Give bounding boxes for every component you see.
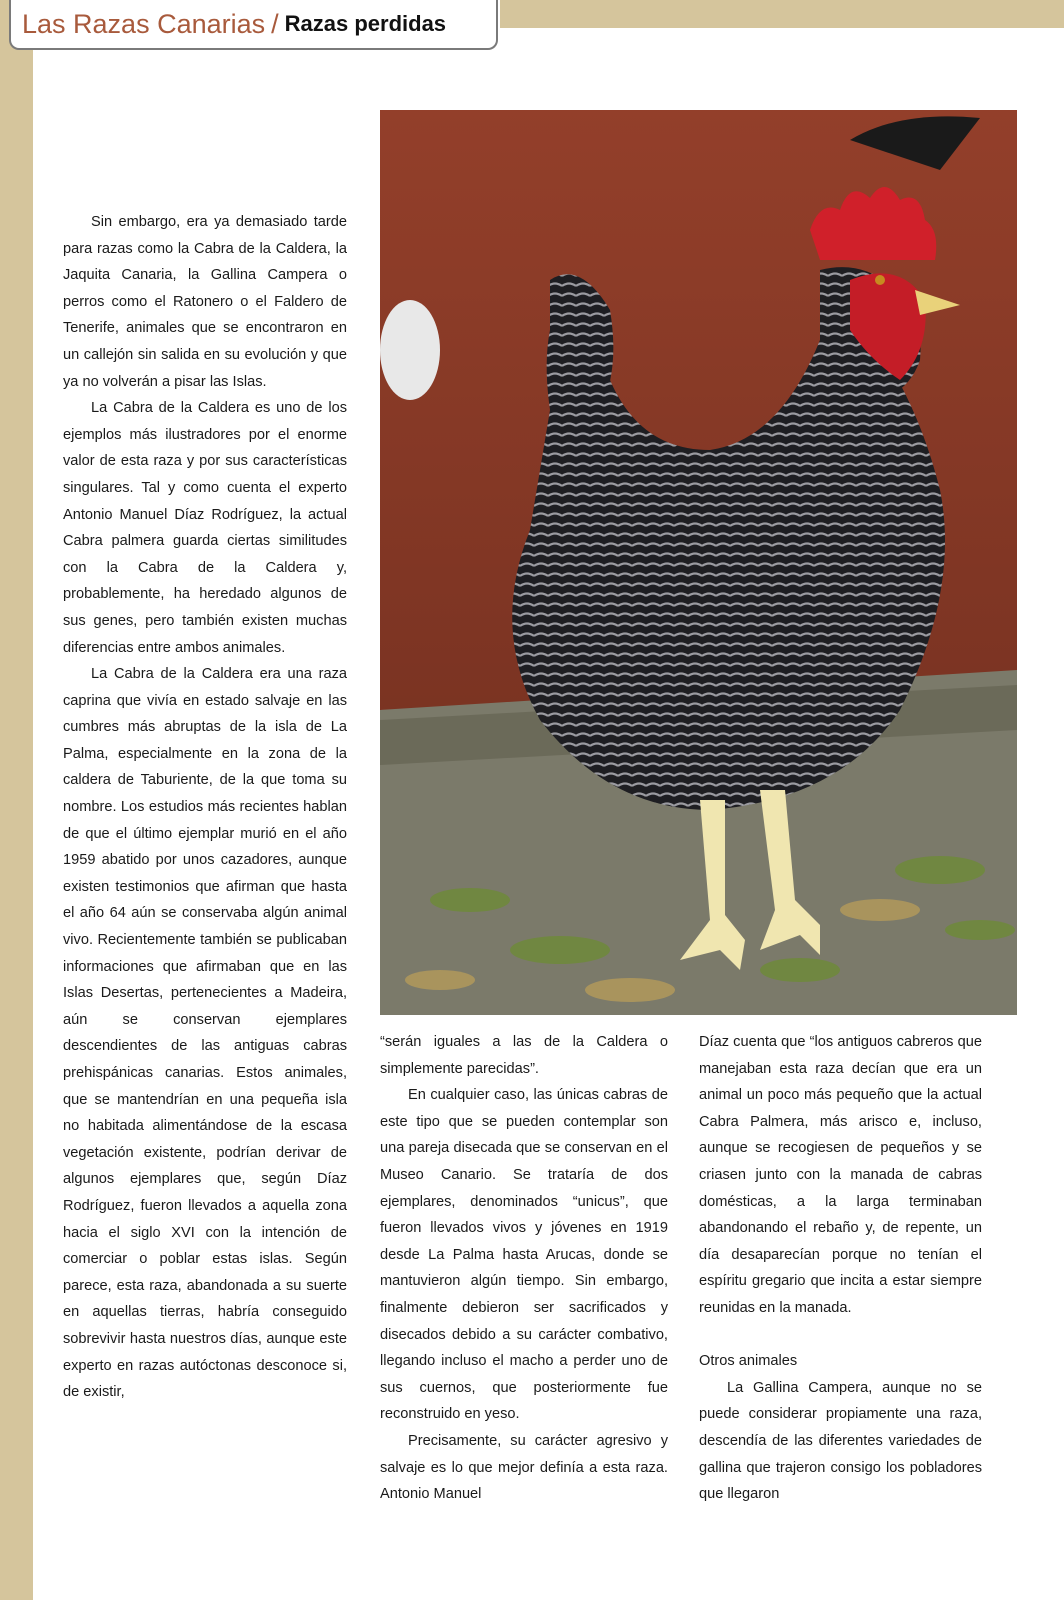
top-decorative-band [500, 0, 1064, 28]
paragraph: Sin embargo, era ya demasiado tarde para razas como la Cabra de la Caldera, la Jaquita Canaria, la Gallina Campera o perros como el Ratonero o el Faldero de Tenerife, animales que se encontraron en un callejón sin salida en su evolución y que ya no volverán a pisar las Islas. [63, 214, 347, 390]
paragraph: Díaz cuenta que “los antiguos cabreros que manejaban esta raza decían que era un animal un poco más pequeño que la actual Cabra Palmera, más arisco e, incluso, aunque se recogiesen de pequeños y se criasen junto con la manada de cabras domésticas, a la larga terminaban abandonando el rebaño y, de repente, un día desaparecían porque no tenían el espíritu gregario que incita a estar siempre reunidas en la manada. [699, 1034, 982, 1316]
paragraph: La Cabra de la Caldera es uno de los ejemplos más ilustradores por el enorme valor de esta raza y por sus características singulares. Tal y como cuenta el experto Antonio Manuel Díaz Rodríguez, la actual Cabra palmera guarda ciertas similitudes con la Cabra de la Caldera y, probablemente, ha heredado algunos de sus genes, pero también existen muchas diferencias entre ambos animales. [63, 400, 347, 656]
paragraph: La Cabra de la Caldera era una raza caprina que vivía en estado salvaje en las cumbres más abruptas de la isla de La Palma, especialmente en la zona de la caldera de Taburiente, de la que toma su nombre. Los estudios más recientes hablan de que el último ejemplar murió en el año 1959 abatido por unos cazadores, aunque existen testimonios que afirman que hasta el año 64 aún se conservaba algún animal vivo. Recientemente también se publicaban informaciones que afirmaban que en las Islas Desertas, pertenecientes a Madeira, aún se conservan ejemplares descendientes de las antiguas cabras prehispánicas canarias. Estos animales, que se mantendrían en una pequeña isla no habitada alimentándose de la escasa vegetación existente, podrían derivar de algunos ejemplares que, según Díaz Rodríguez, fueron llevados a aquella zona hacia el siglo XVI con la intención de comerciar o poblar estas islas. Según parece, esta raza, abandonada a su suerte en aquellas tierras, habría conseguido sobrevivir hasta nuestros días, aunque este experto en razas autóctonas desconoce si, de existir, [63, 666, 347, 1401]
article-column-3 [699, 1029, 982, 1508]
paragraph: La Gallina Campera, aunque no se puede considerar propiamente una raza, descendía de las diferentes variedades de gallina que trajeron consigo los pobladores que llegaron [699, 1379, 982, 1503]
article-column-1 [63, 209, 347, 1406]
section-header [9, 0, 498, 50]
paragraph: “serán iguales a las de la Caldera o simplemente parecidas”. [380, 1034, 668, 1077]
paragraph: En cualquier caso, las únicas cabras de este tipo que se pueden contemplar son una pareja disecada que se conservan en el Museo Canario. Se trataría de dos ejemplares, denominados “unicus”, que fueron llevados vivos y jóvenes en 1919 desde La Palma hasta Arucas, donde se mantuvieron algún tiempo. Sin embargo, finalmente debieron ser sacrificados y disecados debido a su carácter combativo, llegando incluso el macho a perder uno de sus cuernos, que posteriormente fue reconstruido en yeso. [380, 1087, 668, 1423]
header-separator: / [271, 8, 279, 39]
article-column-2 [380, 1029, 668, 1508]
chicken-illustration [380, 110, 1017, 1015]
chicken-photo [380, 110, 1017, 1015]
header-subsection-title: Razas perdidas [284, 11, 447, 36]
left-decorative-stripe [0, 0, 33, 1600]
subheading-otros-animales: Otros animales [699, 1353, 798, 1370]
header-section-title: Las Razas Canarias [22, 8, 266, 39]
paragraph: Precisamente, su carácter agresivo y salvaje es lo que mejor definía a esta raza. Antonio Manuel [380, 1432, 668, 1503]
